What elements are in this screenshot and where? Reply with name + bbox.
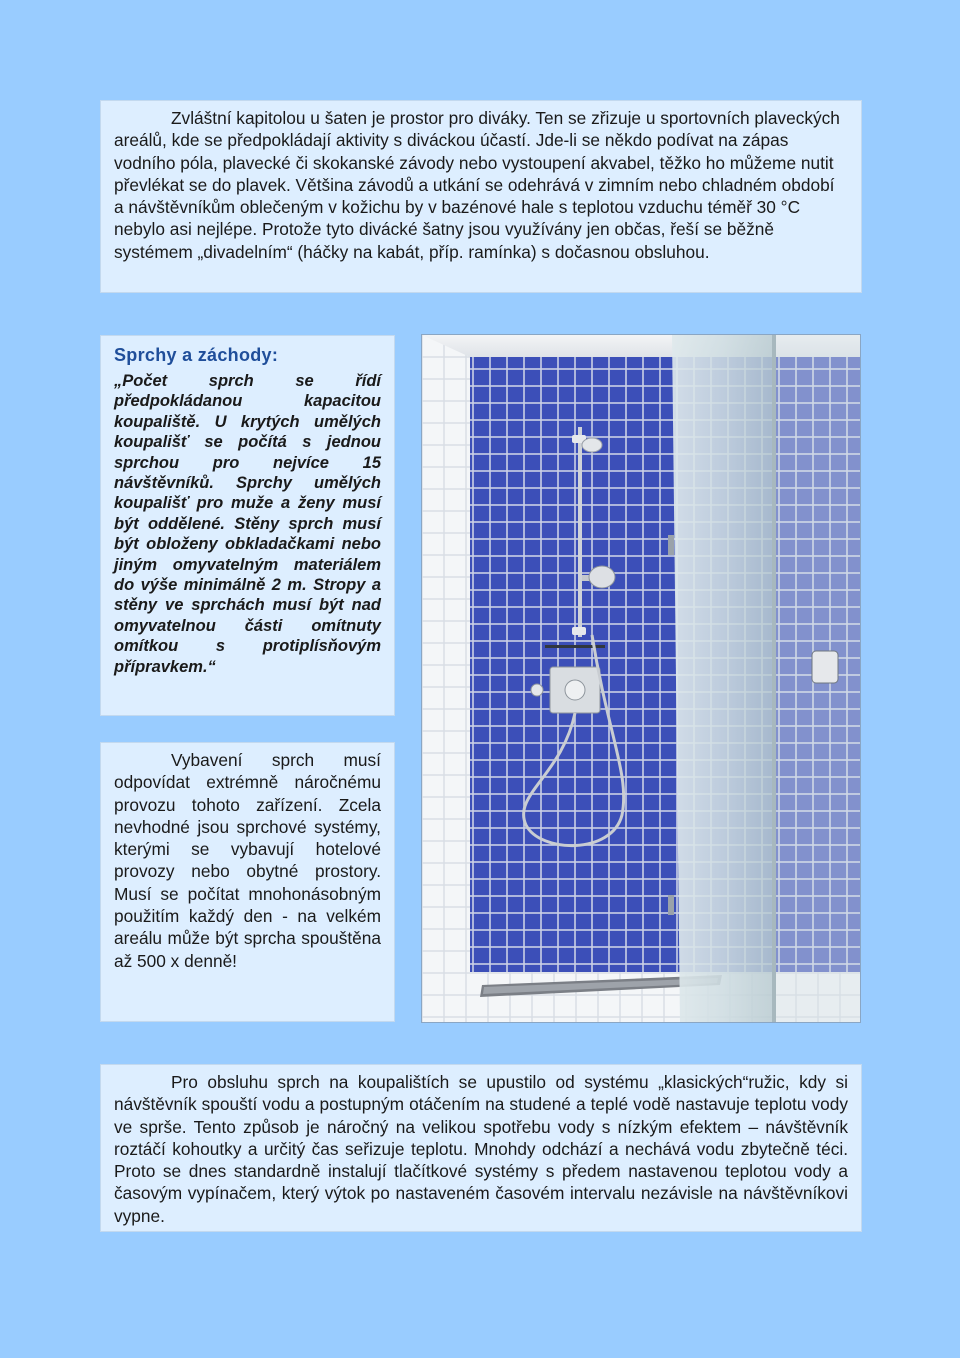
shower-photo-icon — [421, 334, 861, 1023]
showers-box — [100, 335, 395, 716]
operation-paragraph: Pro obsluhu sprch na koupalištích se upustilo od systému „klasických“ružic, kdy si návštěvník spouští vodu a postupným otáčením na studené a teplé vodě nastavuje teplotu vody ve sprše. Tento způsob je náročný na velikou spotřebu vody s nízkým efektem – návštěvník roztáčí kohoutky a určitý čas seřizuje teplotu. Mnohdy odchází a nechává vodu zbytečně téci. Proto se dnes standardně instalují tlačítkové systémy s předem nastavenou teplotou vody a časovým vypínačem, který výtok po nastaveném časovém intervalu nezávisle na návštěvníkovi vypne. — [114, 1072, 848, 1226]
intro-box — [100, 100, 862, 293]
equipment-box — [100, 742, 395, 1022]
operation-box — [100, 1064, 862, 1232]
intro-paragraph: Zvláštní kapitolou u šaten je prostor pro diváky. Ten se zřizuje u sportovních plaveckých areálů, kde se předpokládají aktivity s diváckou účastí. Jde-li se někdo podívat na zápas vodního póla, plavecké či skokanské závody nebo vystoupení akvabel, těžko ho můžeme nutit převlékat se do plavek. Většina závodů a utkání se odehrává v zimním nebo chladném období a návštěvníkům oblečeným v kožichu by v bazénové hale s teplotou vzduchu téměř 30 °C nebylo asi nejlépe. Protože tyto divácké šatny jsou využívány jen občas, řeší se běžně systémem „divadelním“ (háčky na kabát, příp. ramínka) s dočasnou obsluhou. — [114, 108, 840, 262]
equipment-paragraph: Vybavení sprch musí odpovídat extrémně náročnému provozu tohoto zařízení. Zcela nevhodné jsou sprchové systémy, kterými se vybavují hotelové provozy nebo obytné prostory. Musí se počítat mnohonásobným použitím každý den - na velkém areálu může být sprcha spouštěna až 500 x denně! — [114, 750, 381, 971]
showers-heading: Sprchy a záchody: — [114, 345, 279, 365]
showers-quote: „Počet sprch se řídí předpokládanou kapacitou koupaliště. U krytých umělých koupališť se počítá s jednou sprchou pro nejvíce 15 návštěvníků. Sprchy umělých koupališť pro muže a ženy musí být oddělené. Stěny sprch musí být obloženy obkladačkami nebo jiným omyvatelným materiálem do výše minimálně 2 m. Stropy a stěny ve sprchách musí být nad omyvatelnou části omítnuty omítkou s protiplísňovým přípravkem.“ — [114, 372, 381, 676]
